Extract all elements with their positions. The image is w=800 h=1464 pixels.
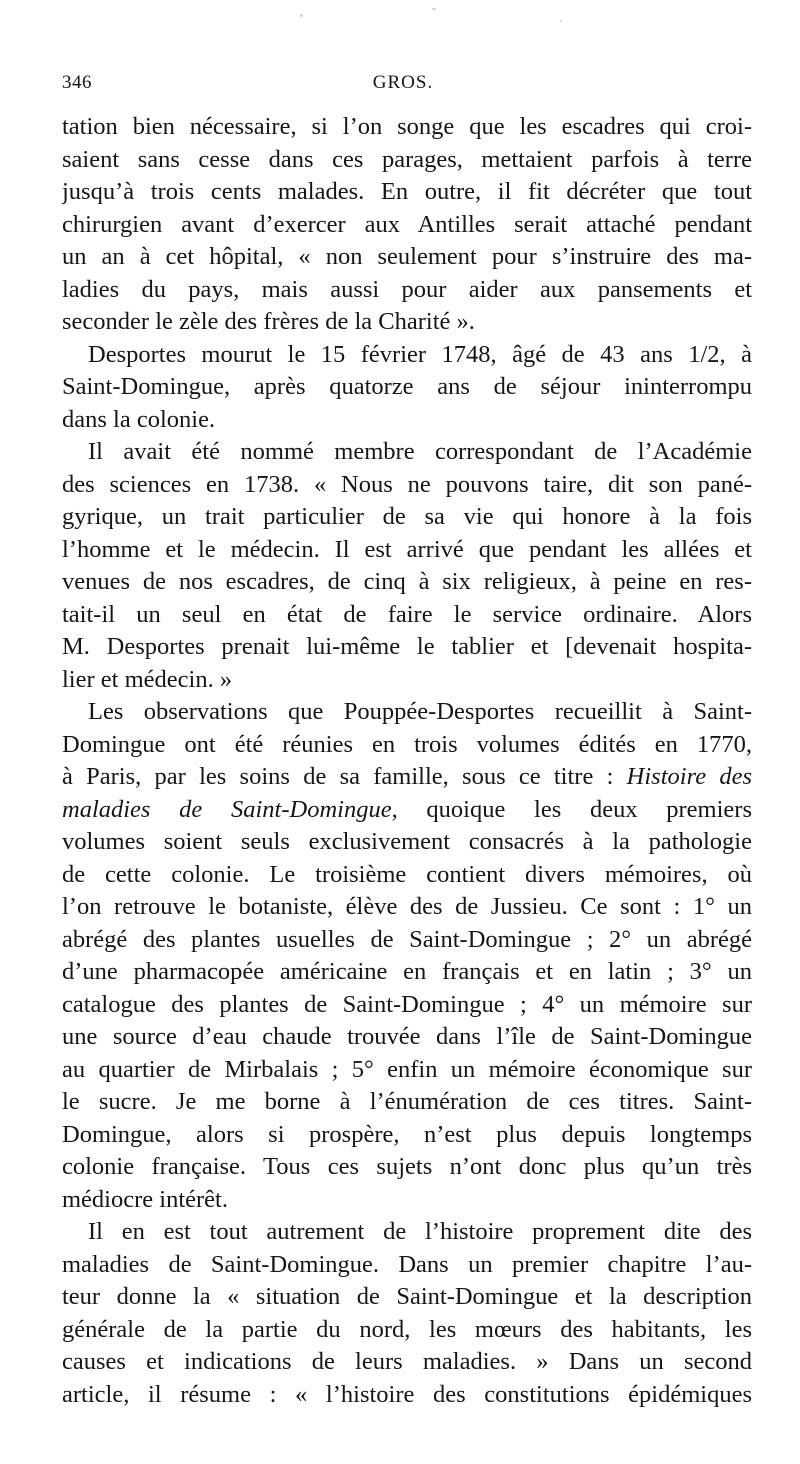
paragraph-start-line: Desportes mourut le 15 février 1748, âgé de 43 ans 1/2, à	[88, 340, 752, 368]
text-line: teur donne la « situation de Saint-Domingue et la description	[62, 1283, 752, 1310]
text-line: tation bien nécessaire, si l’on songe que les escadres qui croi-	[62, 113, 752, 140]
text-line: colonie française. Tous ces sujets n’ont donc plus qu’un très	[62, 1153, 752, 1180]
page-header	[62, 72, 744, 100]
text-line: de cette colonie. Le troisième contient divers mémoires, où	[62, 860, 752, 888]
text-line: une source d’eau chaude trouvée dans l’île de Saint-Domingue	[62, 1023, 752, 1050]
paragraph-start-line: Il en est tout autrement de l’histoire proprement dite des	[88, 1218, 752, 1245]
running-head: GROS.	[372, 72, 434, 93]
text-line: d’une pharmacopée américaine en français et en latin ; 3° un	[62, 958, 752, 985]
text-line: chirurgien avant d’exercer aux Antilles serait attaché pendant	[62, 210, 752, 238]
text-run: à Paris, par les soins de sa famille, sous ce titre :	[62, 763, 614, 790]
text-line: le sucre. Je me borne à l’énumération de ces titres. Saint-	[62, 1088, 752, 1115]
text-line: seconder le zèle des frères de la Charité ».	[62, 308, 475, 335]
page-number: 346	[62, 72, 92, 93]
text-line: dans la colonie.	[62, 405, 216, 433]
paper-speck	[432, 8, 436, 10]
text-line: médiocre intérêt.	[62, 1185, 228, 1213]
text-run: quoique les deux premiers	[426, 795, 752, 823]
text-line-with-title	[62, 794, 752, 827]
text-line: venues de nos escadres, de cinq à six religieux, à peine en res-	[62, 568, 752, 595]
text-line: Saint-Domingue, après quatorze ans de séjour ininterrompu	[62, 373, 752, 400]
text-line: causes et indications de leurs maladies. » Dans un second	[62, 1348, 752, 1375]
text-line: l’on retrouve le botaniste, élève des de Jussieu. Ce sont : 1° un	[62, 893, 752, 920]
body-text	[62, 111, 752, 1411]
text-line: jusqu’à trois cents malades. En outre, il fit décréter que tout	[62, 178, 752, 205]
text-line: des sciences en 1738. « Nous ne pouvons taire, dit son pané-	[62, 470, 752, 498]
text-line: maladies de Saint-Domingue. Dans un premier chapitre l’au-	[62, 1250, 752, 1278]
book-title-part: maladies de Saint-Domingue,	[62, 795, 398, 823]
text-line: Domingue, alors si prospère, n’est plus depuis longtemps	[62, 1120, 752, 1148]
text-line: volumes soient seuls exclusivement consacrés à la pathologie	[62, 828, 752, 855]
text-line: abrégé des plantes usuelles de Saint-Domingue ; 2° un abrégé	[62, 925, 752, 953]
text-line: un an à cet hôpital, « non seulement pour s’instruire des ma-	[62, 243, 752, 270]
text-line-with-title	[62, 761, 752, 794]
paragraph-start-line: Les observations que Pouppée-Desportes recueillit à Saint-	[88, 698, 752, 725]
text-line: au quartier de Mirbalais ; 5° enfin un mémoire économique sur	[62, 1055, 752, 1083]
text-line: Domingue ont été réunies en trois volumes édités en 1770,	[62, 730, 752, 758]
paper-speck	[300, 14, 303, 17]
text-line: générale de la partie du nord, les mœurs des habitants, les	[62, 1315, 752, 1343]
text-line: article, il résume : « l’histoire des constitutions épidémiques	[62, 1380, 752, 1408]
text-line: ladies du pays, mais aussi pour aider aux pansements et	[62, 275, 752, 303]
text-line: l’homme et le médecin. Il est arrivé que pendant les allées et	[62, 535, 752, 563]
book-title-part: Histoire des	[626, 763, 752, 790]
text-line: catalogue des plantes de Saint-Domingue ; 4° un mémoire sur	[62, 990, 752, 1018]
text-line: M. Desportes prenait lui-même le tablier et [devenait hospita-	[62, 633, 752, 660]
paper-speck	[560, 20, 562, 22]
text-line: tait-il un seul en état de faire le service ordinaire. Alors	[62, 600, 752, 628]
text-line: lier et médecin. »	[62, 665, 233, 693]
text-line: saient sans cesse dans ces parages, mettaient parfois à terre	[62, 145, 752, 173]
paragraph-start-line: Il avait été nommé membre correspondant de l’Académie	[88, 438, 752, 465]
text-line: gyrique, un trait particulier de sa vie qui honore à la fois	[62, 503, 752, 530]
